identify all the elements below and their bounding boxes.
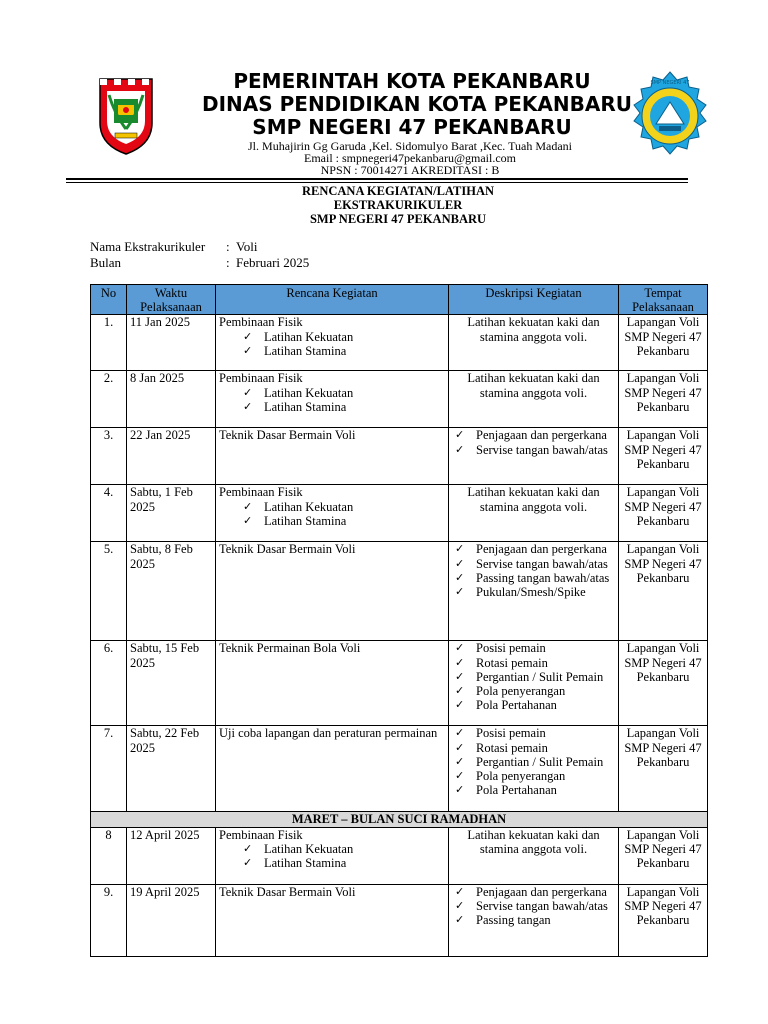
- checklist-item: ✓ Latihan Stamina: [219, 514, 445, 528]
- row-no: 1.: [103, 315, 114, 330]
- table-row: [91, 542, 708, 641]
- kop-line-government: PEMERINTAH KOTA PEKANBARU: [233, 69, 591, 93]
- cell-deskripsi: [449, 641, 619, 726]
- row-tempat: Lapangan Voli SMP Negeri 47 Pekanbaru: [624, 542, 702, 585]
- cell-no: [91, 884, 127, 956]
- table-row: [91, 485, 708, 542]
- rencana-checklist: [219, 386, 445, 414]
- checklist-item: ✓ Passing tangan: [452, 913, 615, 927]
- checklist-item: ✓ Penjagaan dan pergerkana: [452, 885, 615, 899]
- cell-rencana: [216, 371, 449, 428]
- cell-waktu: [127, 641, 216, 726]
- header-rule-thick: [66, 178, 688, 180]
- cell-no: [91, 485, 127, 542]
- row-deskripsi: Latihan kekuatan kaki dan stamina anggota voli.: [467, 485, 600, 514]
- row-tempat: Lapangan Voli SMP Negeri 47 Pekanbaru: [624, 641, 702, 684]
- row-rencana: Pembinaan Fisik: [219, 315, 303, 330]
- header-rule-thin: [66, 182, 688, 183]
- cell-deskripsi: [449, 428, 619, 485]
- row-no: 7.: [103, 726, 114, 741]
- cell-waktu: [127, 371, 216, 428]
- deskripsi-checklist: [452, 885, 615, 928]
- deskripsi-checklist: [452, 542, 615, 599]
- row-deskripsi: Latihan kekuatan kaki dan stamina anggota voli.: [467, 315, 600, 344]
- svg-text:SMP NEGERI 47: SMP NEGERI 47: [650, 80, 690, 86]
- row-no: 6.: [103, 641, 114, 656]
- checklist-item: ✓ Pergantian / Sulit Pemain: [452, 670, 615, 684]
- checklist-item: ✓ Penjagaan dan pergerkana: [452, 428, 615, 442]
- schedule-table: [90, 284, 708, 957]
- cell-waktu: [127, 827, 216, 884]
- checklist-item: ✓ Pergantian / Sulit Pemain: [452, 755, 615, 769]
- table-body: [91, 315, 708, 956]
- row-waktu: 19 April 2025: [130, 884, 200, 899]
- kop-line-school: SMP NEGERI 47 PEKANBARU: [252, 115, 572, 139]
- row-tempat: Lapangan Voli SMP Negeri 47 Pekanbaru: [624, 827, 702, 871]
- checklist-item: ✓ Pola penyerangan: [452, 769, 615, 783]
- cell-deskripsi: [449, 485, 619, 542]
- table-row: [91, 371, 708, 428]
- checklist-item: ✓ Servise tangan bawah/atas: [452, 899, 615, 913]
- meta-bulan-value: Februari 2025: [236, 255, 310, 270]
- checklist-item: ✓ Latihan Kekuatan: [219, 500, 445, 514]
- row-no: 4.: [103, 485, 114, 500]
- cell-tempat: [619, 641, 708, 726]
- school-email: Email : smpnegeri47pekanbaru@gmail.com: [304, 151, 516, 165]
- row-rencana: Teknik Dasar Bermain Voli: [219, 542, 356, 557]
- cell-no: [91, 542, 127, 641]
- cell-no: [91, 827, 127, 884]
- row-no: 2.: [103, 371, 114, 386]
- row-rencana: Pembinaan Fisik: [219, 485, 303, 500]
- cell-waktu: [127, 726, 216, 812]
- row-tempat: Lapangan Voli SMP Negeri 47 Pekanbaru: [624, 485, 702, 528]
- meta-bulan: [90, 255, 309, 271]
- cell-no: [91, 726, 127, 812]
- cell-no: [91, 428, 127, 485]
- cell-deskripsi: [449, 371, 619, 428]
- meta-ekskul: [90, 239, 257, 255]
- row-waktu: 12 April 2025: [130, 827, 200, 842]
- cell-no: [91, 371, 127, 428]
- row-tempat: Lapangan Voli SMP Negeri 47 Pekanbaru: [624, 371, 702, 414]
- table-row: [91, 641, 708, 726]
- row-rencana: Teknik Permainan Bola Voli: [219, 641, 361, 656]
- cell-rencana: [216, 641, 449, 726]
- table-row: [91, 726, 708, 812]
- cell-no: [91, 315, 127, 371]
- month-band-row: [91, 812, 708, 827]
- cell-waktu: [127, 884, 216, 956]
- checklist-item: ✓ Latihan Stamina: [219, 344, 445, 358]
- checklist-item: ✓ Posisi pemain: [452, 641, 615, 655]
- header-deskripsi: Deskripsi Kegiatan: [449, 285, 619, 315]
- doc-title-line2: EKSTRAKURIKULER: [333, 198, 463, 212]
- meta-ekskul-sep: :: [226, 239, 230, 254]
- cell-rencana: [216, 428, 449, 485]
- row-rencana: Teknik Dasar Bermain Voli: [219, 884, 356, 899]
- row-no: 9.: [103, 884, 114, 899]
- row-tempat: Lapangan Voli SMP Negeri 47 Pekanbaru: [624, 726, 702, 769]
- row-no: 5.: [103, 542, 114, 557]
- meta-ekskul-label: Nama Ekstrakurikuler: [90, 239, 206, 254]
- row-rencana: Pembinaan Fisik: [219, 371, 303, 386]
- row-no: 3.: [103, 428, 114, 443]
- cell-deskripsi: [449, 542, 619, 641]
- smpn-47-school-emblem: [623, 70, 717, 160]
- row-waktu: 11 Jan 2025: [130, 315, 190, 330]
- cell-deskripsi: [449, 884, 619, 956]
- deskripsi-checklist: [452, 641, 615, 712]
- row-waktu: 22 Jan 2025: [130, 428, 191, 443]
- row-waktu: Sabtu, 8 Feb 2025: [130, 542, 193, 571]
- rencana-checklist: [219, 842, 445, 870]
- cell-waktu: [127, 542, 216, 641]
- checklist-item: ✓ Passing tangan bawah/atas: [452, 571, 615, 585]
- cell-tempat: [619, 542, 708, 641]
- checklist-item: ✓ Servise tangan bawah/atas: [452, 557, 615, 571]
- rencana-checklist: [219, 500, 445, 528]
- cell-deskripsi: [449, 827, 619, 884]
- meta-bulan-sep: :: [226, 255, 230, 270]
- cell-waktu: [127, 315, 216, 371]
- table-row: [91, 827, 708, 884]
- row-deskripsi: Latihan kekuatan kaki dan stamina anggota voli.: [467, 371, 600, 400]
- school-address: Jl. Muhajirin Gg Garuda ,Kel. Sidomulyo Barat ,Kec. Tuah Madani: [248, 139, 572, 153]
- row-rencana: Uji coba lapangan dan peraturan permainan: [219, 726, 438, 741]
- row-tempat: Lapangan Voli SMP Negeri 47 Pekanbaru: [624, 315, 702, 358]
- table-row: [91, 315, 708, 371]
- doc-title-line3: SMP NEGERI 47 PEKANBARU: [309, 212, 487, 226]
- checklist-item: ✓ Pola Pertahanan: [452, 698, 615, 712]
- checklist-item: ✓ Pola penyerangan: [452, 684, 615, 698]
- row-waktu: Sabtu, 22 Feb 2025: [130, 726, 200, 755]
- header-waktu: Waktu Pelaksanaan: [127, 285, 216, 315]
- rencana-checklist: [219, 330, 445, 358]
- cell-deskripsi: [449, 726, 619, 812]
- checklist-item: ✓ Latihan Stamina: [219, 856, 445, 870]
- table-row: [91, 428, 708, 485]
- checklist-item: ✓ Latihan Kekuatan: [219, 386, 445, 400]
- header-tempat: Tempat Pelaksanaan: [619, 285, 708, 315]
- cell-tempat: [619, 315, 708, 371]
- row-rencana: Pembinaan Fisik: [219, 827, 303, 842]
- table-header-row: [91, 285, 708, 315]
- doc-title-line1: RENCANA KEGIATAN/LATIHAN: [301, 184, 495, 198]
- header-rencana: Rencana Kegiatan: [216, 285, 449, 315]
- checklist-item: ✓ Rotasi pemain: [452, 656, 615, 670]
- cell-waktu: [127, 428, 216, 485]
- cell-tempat: [619, 884, 708, 956]
- checklist-item: ✓ Posisi pemain: [452, 726, 615, 740]
- cell-waktu: [127, 485, 216, 542]
- deskripsi-checklist: [452, 726, 615, 797]
- meta-ekskul-value: Voli: [236, 239, 258, 254]
- cell-tempat: [619, 827, 708, 884]
- pekanbaru-city-emblem: [97, 75, 155, 157]
- cell-tempat: [619, 371, 708, 428]
- table-row: [91, 884, 708, 956]
- row-deskripsi: Latihan kekuatan kaki dan stamina anggota voli.: [467, 827, 600, 856]
- cell-rencana: [216, 884, 449, 956]
- kop-line-department: DINAS PENDIDIKAN KOTA PEKANBARU: [202, 92, 632, 116]
- row-no: 8: [105, 827, 112, 842]
- checklist-item: ✓ Latihan Stamina: [219, 400, 445, 414]
- cell-rencana: [216, 485, 449, 542]
- cell-tempat: [619, 428, 708, 485]
- checklist-item: ✓ Pukulan/Smesh/Spike: [452, 585, 615, 599]
- row-tempat: Lapangan Voli SMP Negeri 47 Pekanbaru: [624, 884, 702, 928]
- cell-rencana: [216, 726, 449, 812]
- checklist-item: ✓ Latihan Kekuatan: [219, 330, 445, 344]
- cell-rencana: [216, 315, 449, 371]
- row-rencana: Teknik Dasar Bermain Voli: [219, 428, 356, 443]
- row-waktu: Sabtu, 1 Feb 2025: [130, 485, 193, 514]
- meta-bulan-label: Bulan: [90, 255, 122, 270]
- cell-tempat: [619, 485, 708, 542]
- checklist-item: ✓ Servise tangan bawah/atas: [452, 443, 615, 457]
- cell-rencana: [216, 827, 449, 884]
- deskripsi-checklist: [452, 428, 615, 456]
- school-npsn: NPSN : 70014271 AKREDITASI : B: [320, 163, 500, 177]
- month-band-label: MARET – BULAN SUCI RAMADHAN: [91, 812, 708, 827]
- cell-no: [91, 641, 127, 726]
- checklist-item: ✓ Rotasi pemain: [452, 741, 615, 755]
- checklist-item: ✓ Pola Pertahanan: [452, 783, 615, 797]
- row-waktu: Sabtu, 15 Feb 2025: [130, 641, 200, 670]
- cell-rencana: [216, 542, 449, 641]
- header-no: No: [91, 285, 127, 315]
- checklist-item: ✓ Latihan Kekuatan: [219, 842, 445, 856]
- checklist-item: ✓ Penjagaan dan pergerkana: [452, 542, 615, 556]
- cell-deskripsi: [449, 315, 619, 371]
- cell-tempat: [619, 726, 708, 812]
- row-waktu: 8 Jan 2025: [130, 371, 185, 386]
- row-tempat: Lapangan Voli SMP Negeri 47 Pekanbaru: [624, 428, 702, 471]
